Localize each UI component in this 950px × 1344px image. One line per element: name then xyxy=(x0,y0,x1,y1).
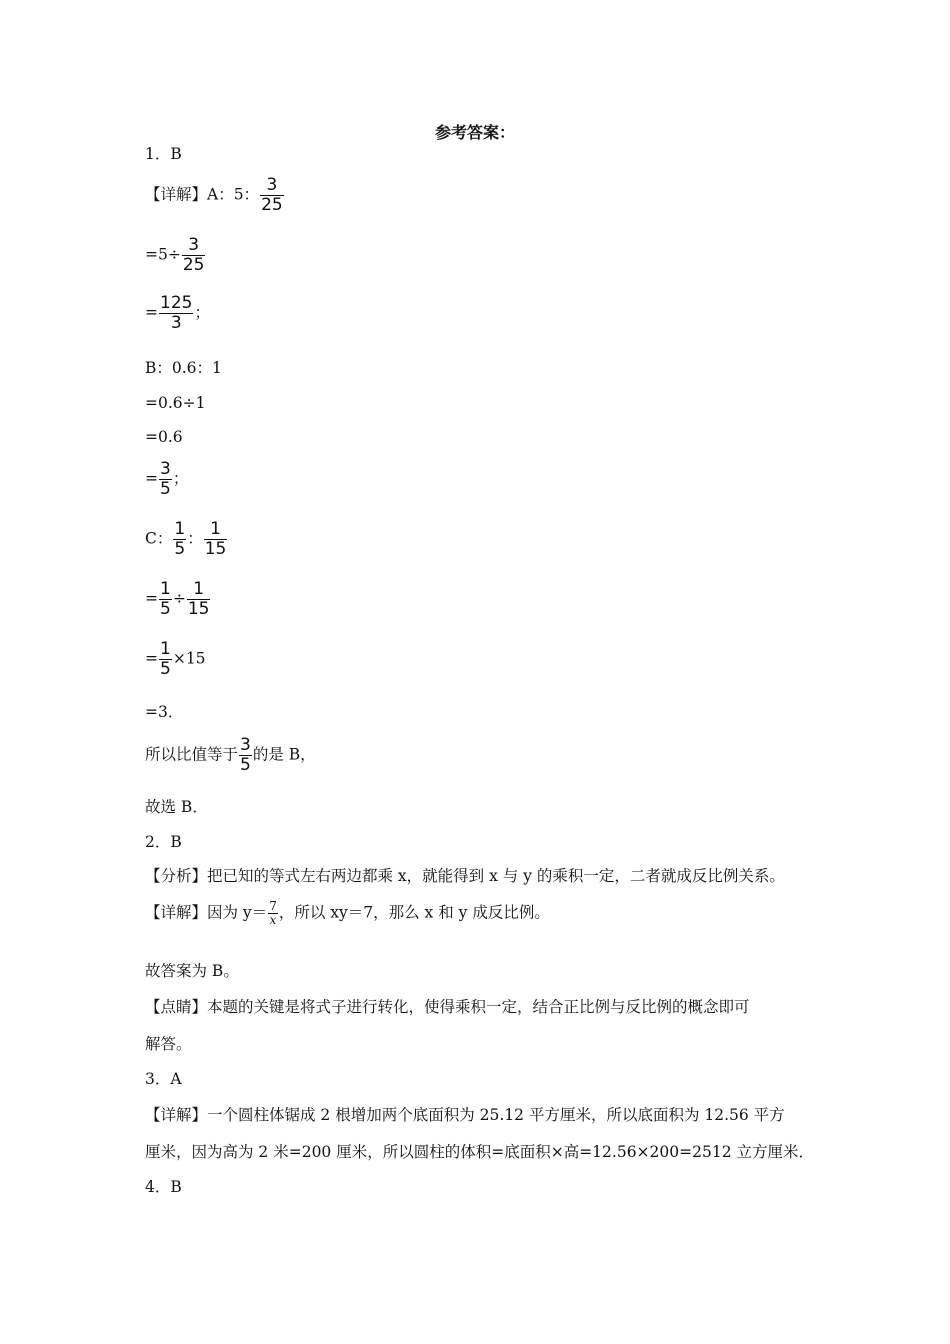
q3-detail-line2: 厘米，因为高为 2 米=200 厘米，所以圆柱的体积=底面积×高=12.56×200=2512 立方厘米． xyxy=(145,1143,814,1161)
q4-number: 4．B xyxy=(145,1178,182,1196)
q1-choose: 故选 B． xyxy=(145,798,208,816)
fraction: $\frac{1}{15}$ xyxy=(187,579,210,619)
fraction: $\frac{3}{25}$ xyxy=(261,175,283,215)
q1-c-head: C： $\frac{1}{5}$ ： $\frac{1}{15}$ xyxy=(145,519,227,559)
q1-a-step1: =5÷ $\frac{3}{25}$ xyxy=(145,235,205,275)
q2-comment-line2: 解答。 xyxy=(145,1035,192,1053)
q2-detail: 【详解】因为 y＝ $\frac{7}{x}$ ，所以 xy＝7，那么 x 和 y 成反比例。 xyxy=(145,899,550,927)
q1-c-step1: = $\frac{1}{5}$ ÷ $\frac{1}{15}$ xyxy=(145,579,210,619)
q1-conclusion: 所以比值等于 $\frac{3}{5}$ 的是 B， xyxy=(145,735,316,775)
q1-a-step2: = $\frac{125}{3}$ ； xyxy=(145,293,210,333)
fraction: $\frac{3}{25}$ xyxy=(182,235,205,275)
fraction: $\frac{1}{15}$ xyxy=(204,519,227,559)
fraction: $\frac{1}{5}$ xyxy=(160,579,171,619)
fraction: $\frac{7}{x}$ xyxy=(269,899,277,927)
q1-c-step3: =3． xyxy=(145,703,184,721)
q3-number: 3．A xyxy=(145,1070,182,1088)
q2-number: 2．B xyxy=(145,833,182,851)
q3-detail-line1: 【详解】一个圆柱体锯成 2 根增加两个底面积为 25.12 平方厘米，所以底面积为 12.56 平方 xyxy=(145,1106,785,1124)
q1-b-step2: =0.6 xyxy=(145,428,183,446)
q1-b-head: B：0.6：1 xyxy=(145,359,222,377)
fraction: $\frac{1}{5}$ xyxy=(160,639,171,679)
q1-number: 1．B xyxy=(145,145,182,163)
fraction: $\frac{125}{3}$ xyxy=(160,293,193,333)
fraction: $\frac{1}{5}$ xyxy=(174,519,186,559)
q1-b-step3: = $\frac{3}{5}$ ； xyxy=(145,459,189,499)
q2-answer: 故答案为 B。 xyxy=(145,962,239,980)
q1-c-step2: = $\frac{1}{5}$ ×15 xyxy=(145,639,206,679)
page-title: 参考答案： xyxy=(434,123,515,142)
q2-comment-line1: 【点睛】本题的关键是将式子进行转化，使得乘积一定，结合正比例与反比例的概念即可 xyxy=(145,998,750,1016)
q1-b-step1: =0.6÷1 xyxy=(145,394,206,412)
q1-detail-a xyxy=(145,176,285,215)
q1-detail-prefix: 【详解】A：5： xyxy=(145,185,260,204)
fraction: $\frac{3}{5}$ xyxy=(160,459,171,499)
fraction: $\frac{3}{5}$ xyxy=(240,735,251,775)
q2-analysis: 【分析】把已知的等式左右两边都乘 x，就能得到 x 与 y 的乘积一定，二者就成反比例关系。 xyxy=(145,867,785,885)
